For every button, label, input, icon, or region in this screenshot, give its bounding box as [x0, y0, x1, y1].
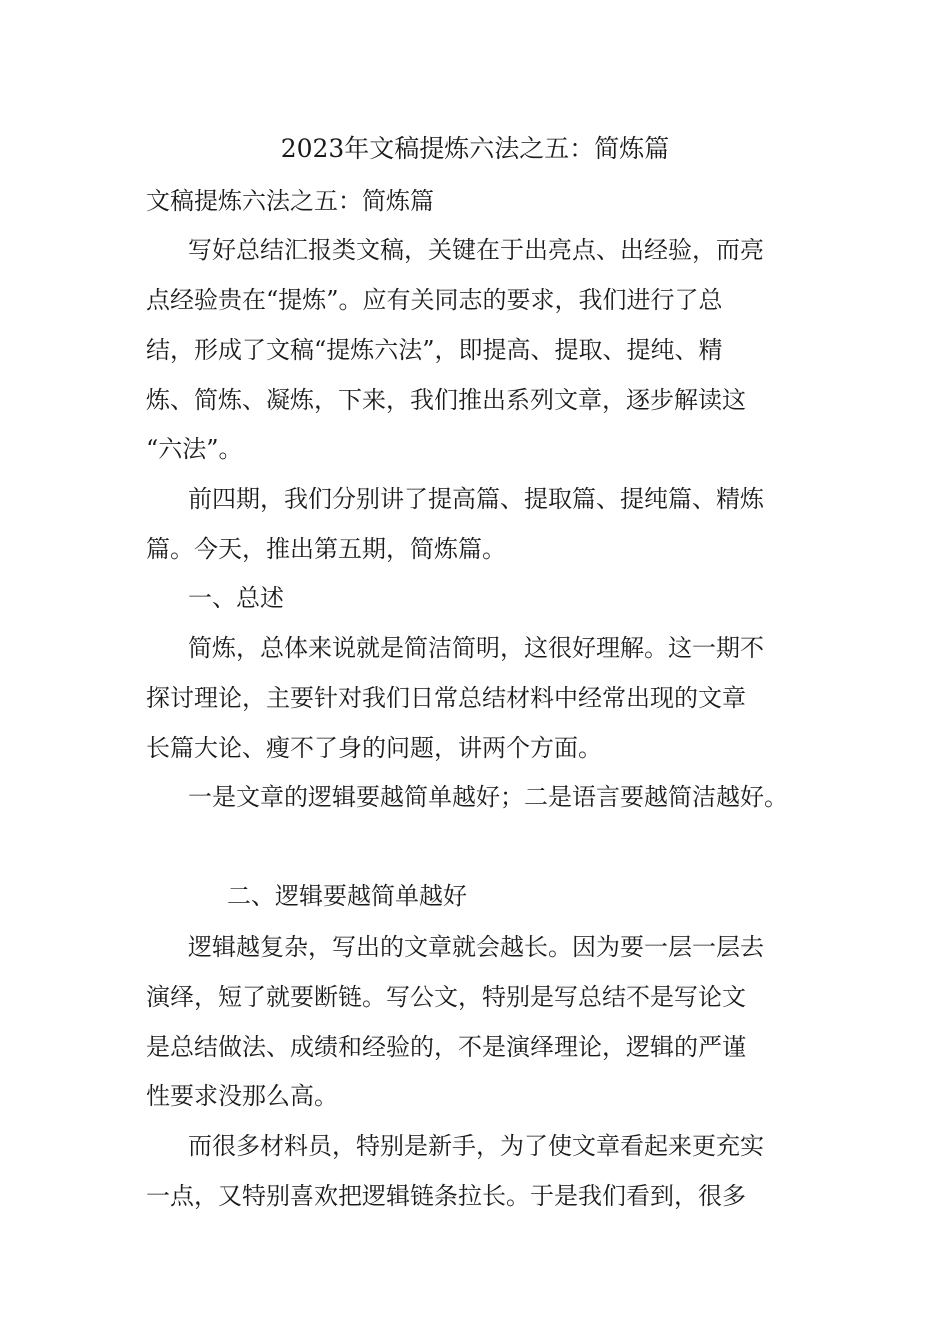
paragraph-line: 是总结做法、成绩和经验的，不是演绎理论，逻辑的严谨: [146, 1033, 746, 1061]
document-title: 2023年文稿提炼六法之五：简炼篇: [280, 134, 670, 163]
paragraph-line: 篇。今天，推出第五期，简炼篇。: [146, 535, 506, 563]
paragraph-line: 演绎，短了就要断链。写公文，特别是写总结不是写论文: [146, 983, 746, 1011]
paragraph-line: 点经验贵在“提炼”。应有关同志的要求，我们进行了总: [146, 286, 723, 314]
paragraph-line: 一点，又特别喜欢把逻辑链条拉长。于是我们看到，很多: [146, 1182, 746, 1210]
paragraph-line: 前四期，我们分别讲了提高篇、提取篇、提纯篇、精炼: [188, 485, 764, 513]
document-subtitle: 文稿提炼六法之五：简炼篇: [146, 187, 434, 215]
paragraph-line: 性要求没那么高。: [146, 1082, 338, 1110]
paragraph-line: 逻辑越复杂，写出的文章就会越长。因为要一层一层去: [188, 933, 764, 961]
paragraph-line: 而很多材料员，特别是新手，为了使文章看起来更充实: [188, 1132, 764, 1160]
paragraph-line: 炼、简炼、凝炼，下来，我们推出系列文章，逐步解读这: [146, 386, 746, 414]
paragraph-two-aspects: 一是文章的逻辑要越简单越好；二是语言要越简洁越好。: [188, 783, 788, 811]
section-heading-logic: 二、逻辑要越简单越好: [227, 882, 467, 910]
paragraph-line: “六法”。: [146, 435, 243, 463]
paragraph-line: 探讨理论，主要针对我们日常总结材料中经常出现的文章: [146, 684, 746, 712]
section-heading-overview: 一、总述: [188, 584, 284, 612]
paragraph-line: 写好总结汇报类文稿，关键在于出亮点、出经验，而亮: [188, 236, 764, 264]
paragraph-line: 简炼，总体来说就是简洁简明，这很好理解。这一期不: [188, 634, 764, 662]
paragraph-line: 结，形成了文稿“提炼六法”，即提高、提取、提纯、精: [146, 336, 723, 364]
paragraph-line: 长篇大论、瘦不了身的问题，讲两个方面。: [146, 734, 602, 762]
